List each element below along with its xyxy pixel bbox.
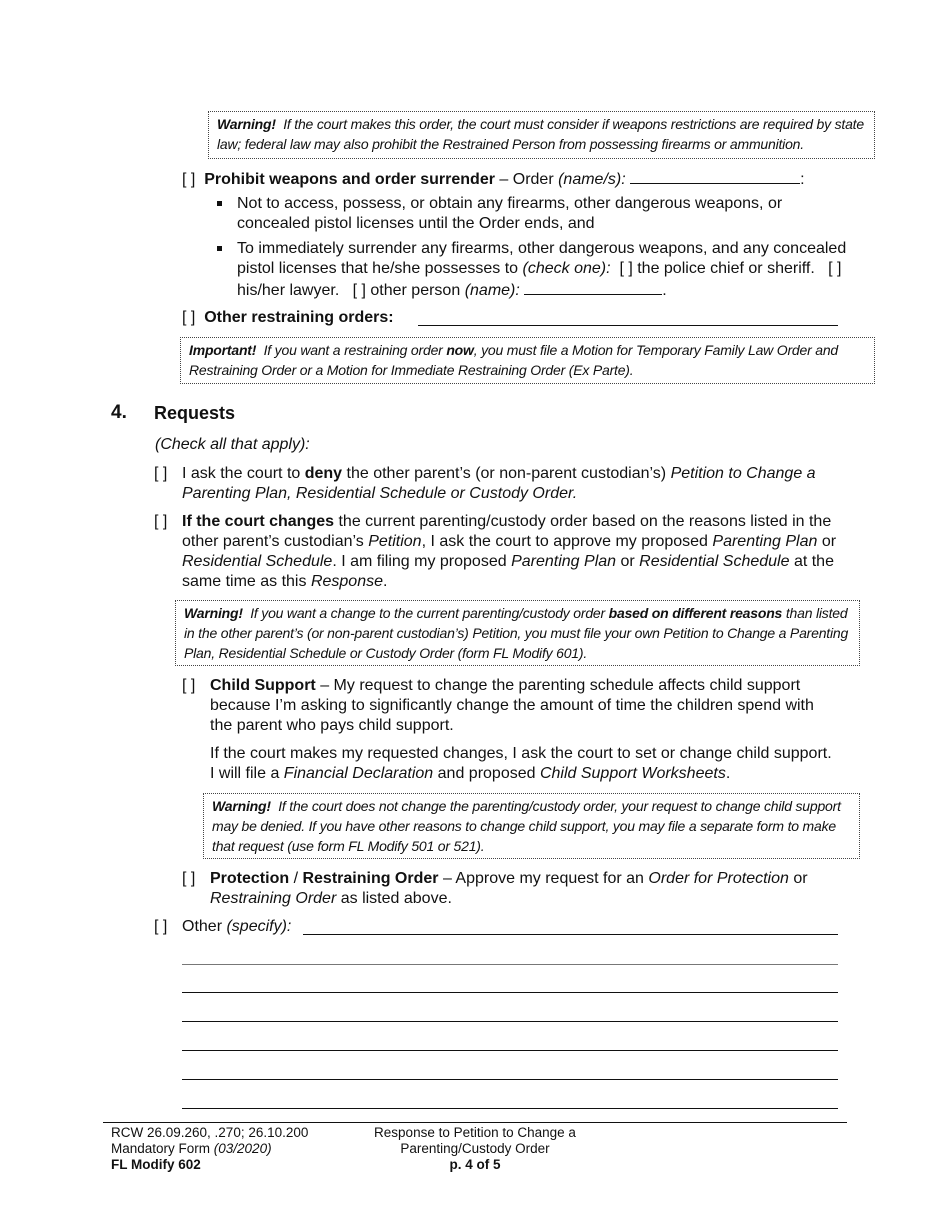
child-support-warning-box: Warning! If the court does not change the parenting/custody order, your request to change child support may be denied. If you have other reasons to change child support, you may file a separate form to make that request (use form FL Modify 501 or 521).	[203, 793, 860, 859]
blank-line[interactable]	[182, 1021, 838, 1022]
bullet-marker	[217, 201, 222, 206]
other-restraining-label: Other restraining orders:	[204, 309, 394, 326]
weapons-checkbox[interactable]: [ ]	[182, 171, 196, 188]
footer-left	[111, 1125, 308, 1173]
blank-line[interactable]	[182, 1079, 838, 1080]
surrender-other-option[interactable]: [ ] other person	[352, 282, 461, 299]
footer-form-id: FL Modify 602	[111, 1157, 201, 1172]
different-reasons-warning-box: Warning! If you want a change to the current parenting/custody order based on different reasons than listed in the other parent’s (or non-parent custodian’s) Petition, you must file your own Petition to Change a Parenting Plan, Residential Schedule or Custody Order (form FL Modify 601).	[175, 600, 860, 666]
footer-mandatory: Mandatory Form (03/2020)	[111, 1141, 272, 1156]
other-specify-field[interactable]	[303, 934, 838, 935]
warning-label: Warning!	[184, 605, 243, 621]
child-support-checkbox[interactable]: [ ]	[182, 677, 196, 694]
other-restraining-field[interactable]	[418, 325, 838, 326]
other-label: Other (specify):	[182, 918, 292, 935]
deny-checkbox[interactable]: [ ]	[154, 465, 168, 482]
surrender-police-option[interactable]: [ ] the police chief or sheriff.	[619, 260, 815, 277]
weapons-names-field[interactable]	[630, 168, 800, 184]
protection-checkbox[interactable]: [ ]	[182, 870, 196, 887]
warning-text: If the court makes this order, the court must consider if weapons restrictions are required by state law; federal law may also prohibit the Restrained Person from possessing firearms or ammunition.	[217, 116, 864, 152]
protection-request: Protection / Restraining Order – Approve my request for an Order for Protection or Restraining Order as listed above.	[210, 870, 808, 907]
other-restraining-checkbox[interactable]: [ ]	[182, 309, 196, 326]
weapons-bullet-2: To immediately surrender any firearms, other dangerous weapons, and any concealed pistol licenses that he/she possesses to (check one): [ ] the police chief or sheriff. [ ] his/her lawyer. [ ] other person (name): .	[237, 240, 847, 299]
weapons-title: Prohibit weapons and order surrender	[204, 171, 495, 188]
footer-title-1: Response to Petition to Change a	[374, 1125, 576, 1140]
footer-divider	[103, 1122, 847, 1123]
footer-title-2: Parenting/Custody Order	[400, 1141, 550, 1156]
section-title: Requests	[154, 403, 236, 423]
weapons-bullet-1: Not to access, possess, or obtain any firearms, other dangerous weapons, or concealed pistol licenses until the Order ends, and	[237, 195, 783, 232]
surrender-lawyer-option[interactable]: [ ] his/her lawyer.	[237, 260, 842, 299]
important-label: Important!	[189, 342, 257, 358]
blank-line[interactable]	[182, 1108, 838, 1109]
footer-center	[350, 1125, 600, 1173]
child-support-paragraph: If the court makes my requested changes, I ask the court to set or change child support. I will file a Financial Declaration and proposed Child Support Worksheets.	[210, 745, 832, 782]
section-number: 4.	[111, 402, 127, 423]
blank-line[interactable]	[182, 964, 838, 965]
other-checkbox[interactable]: [ ]	[154, 918, 168, 935]
warning-label: Warning!	[212, 798, 271, 814]
deny-request: I ask the court to deny the other parent’s (or non-parent custodian’s) Petition to Change a Parenting Plan, Residential Schedule or Custody Order.	[182, 465, 816, 502]
warning-label: Warning!	[217, 116, 276, 132]
important-box: Important! If you want a restraining order now, you must file a Motion for Temporary Family Law Order and Restraining Order or a Motion for Immediate Restraining Order (Ex Parte).	[180, 337, 875, 384]
changes-request: If the court changes the current parenting/custody order based on the reasons listed in the other parent’s custodian’s Petition, I ask the court to approve my proposed Parenting Plan or Residential Schedule. I am filing my proposed Parenting Plan or Residential Schedule at the same time as this Response.	[182, 513, 837, 590]
changes-checkbox[interactable]: [ ]	[154, 513, 168, 530]
section-instruction: (Check all that apply):	[155, 436, 310, 453]
child-support-request: Child Support – My request to change the parenting schedule affects child support because I’m asking to significantly change the amount of time the children spend with the parent who pays child support.	[210, 677, 814, 734]
bullet-marker	[217, 246, 222, 251]
weapons-warning-box	[208, 111, 875, 159]
footer-rcw: RCW 26.09.260, .270; 26.10.200	[111, 1125, 309, 1140]
blank-line[interactable]	[182, 1050, 838, 1051]
blank-line[interactable]	[182, 992, 838, 993]
weapons-row: [ ] Prohibit weapons and order surrender – Order (name/s): :	[182, 168, 852, 190]
footer-page-number: p. 4 of 5	[449, 1157, 501, 1172]
other-person-name-field[interactable]	[524, 279, 662, 295]
